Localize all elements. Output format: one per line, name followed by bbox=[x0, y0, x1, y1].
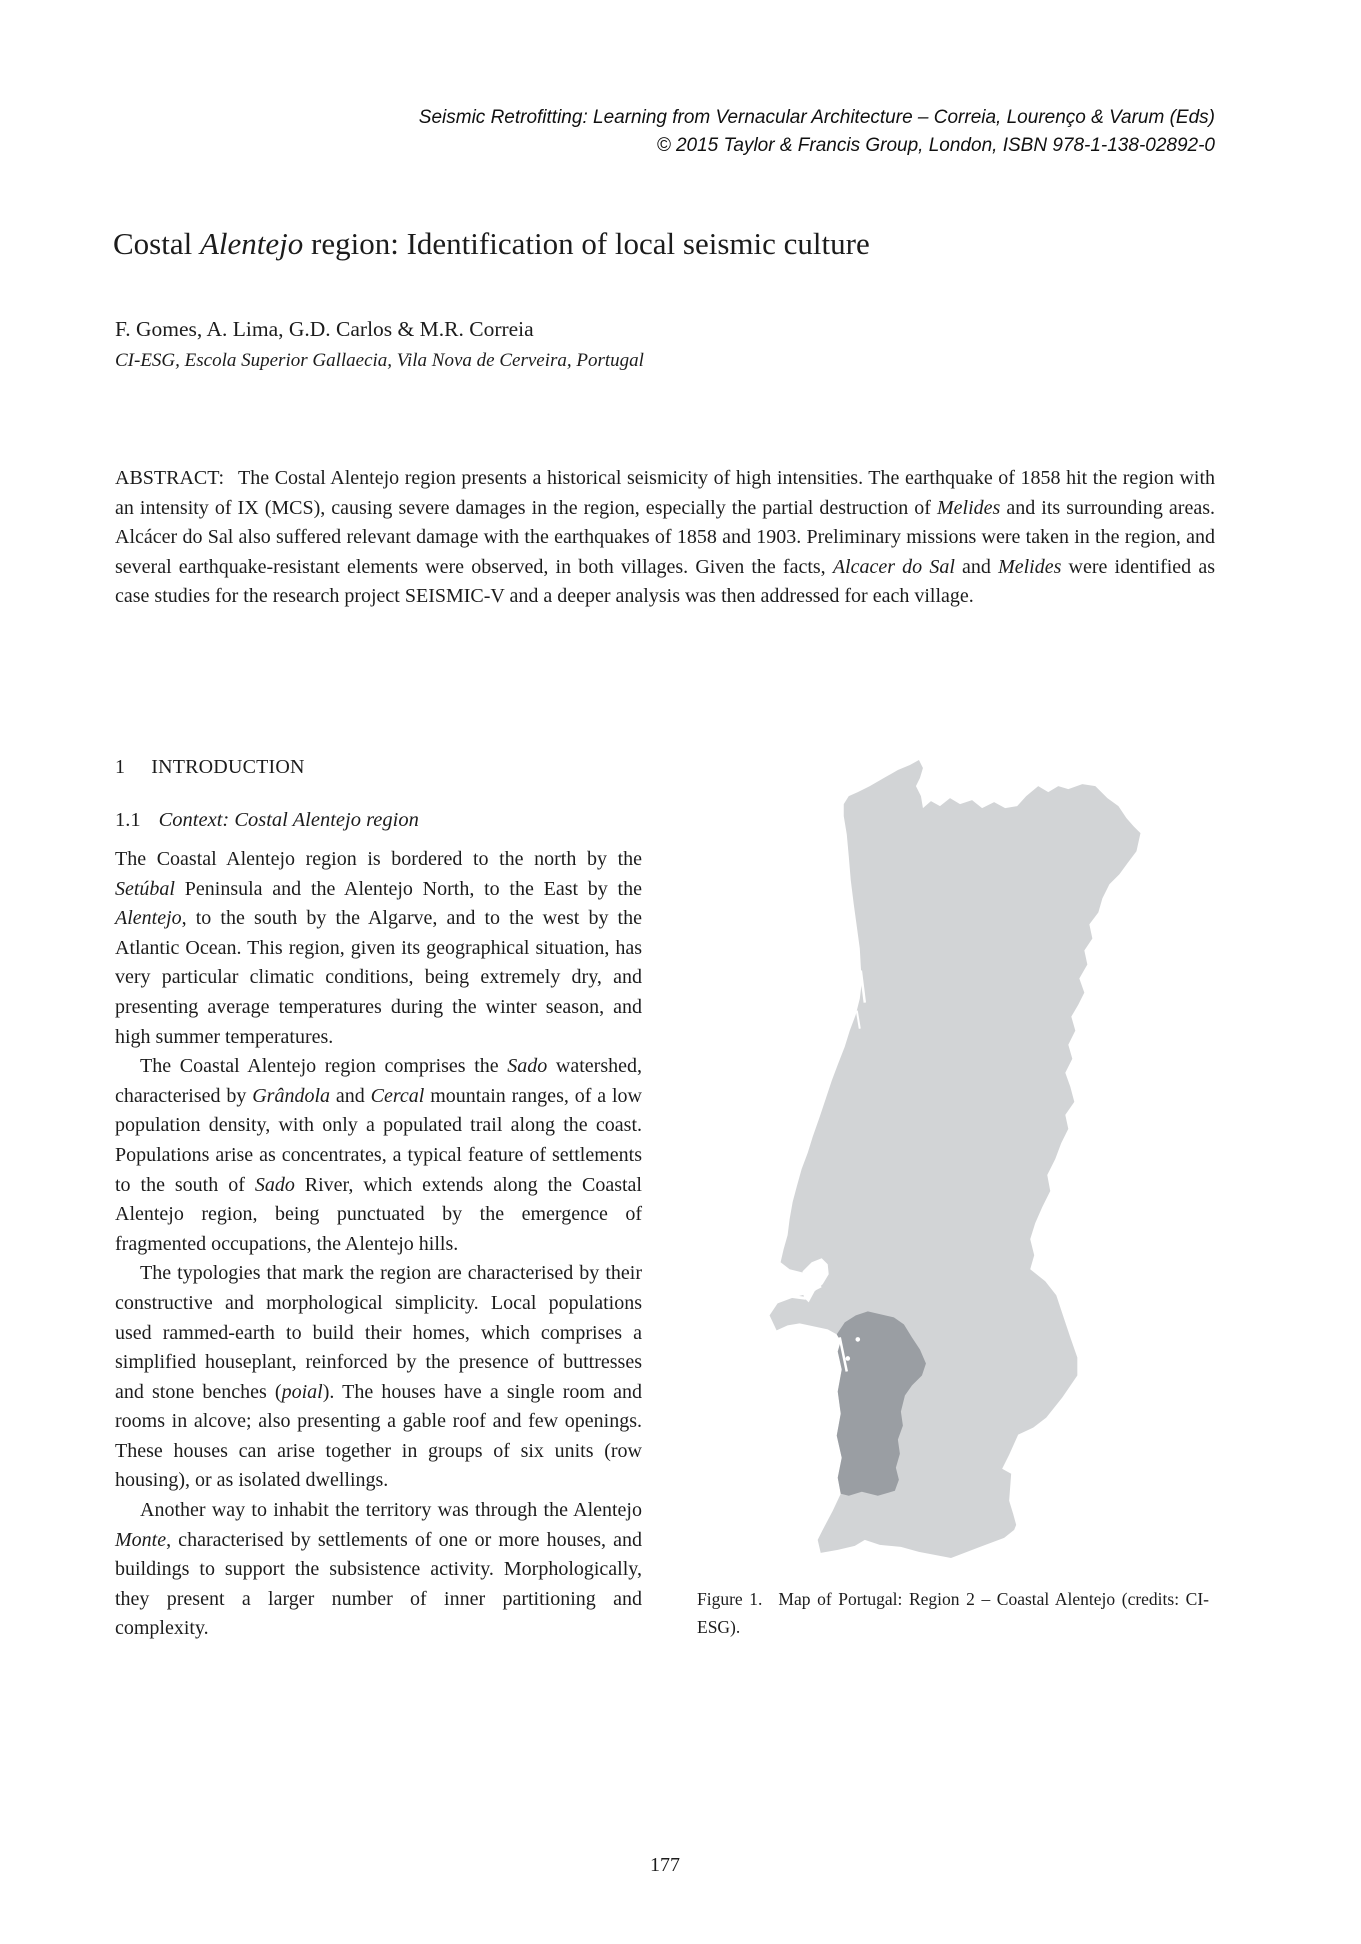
affiliation: CI-ESG, Escola Superior Gallaecia, Vila Nova de Cerveira, Portugal bbox=[115, 350, 644, 371]
figure-caption bbox=[697, 1586, 1209, 1641]
section-heading-introduction bbox=[115, 756, 642, 779]
tagus-channel-water bbox=[791, 1296, 806, 1298]
paragraph: The Coastal Alentejo region is bordered to the north by the Setúbal Peninsula and the Alentejo North, to the East by the Alentejo, to the south by the Algarve, and to the west by the Atlantic Ocean. This region, given its geographical situation, has very particular climatic conditions, being extremely dry, and presenting average temperatures during the winter season, and high summer temperatures. bbox=[115, 848, 642, 1048]
abstract bbox=[115, 464, 1215, 612]
abstract-text: The Costal Alentejo region presents a historical seismicity of high intensities. The earthquake of 1858 hit the region with an intensity of IX (MCS), causing severe damages in the region, especially the partial destruction of Melides and its surrounding areas. Alcácer do Sal also suffered relevant damage with the earthquakes of 1858 and 1903. Preliminary missions were taken in the region, and several earthquake-resistant elements were observed, in both villages. Given the facts, Alcacer do Sal and Melides were identified as case studies for the research project SEISMIC-V and a deeper analysis was then addressed for each village. bbox=[115, 467, 1215, 607]
section-number: 1 bbox=[115, 756, 126, 778]
portugal-mainland-shape bbox=[770, 760, 1141, 1558]
figure-caption-label: Figure 1. bbox=[697, 1589, 763, 1609]
running-head-line2: © 2015 Taylor & Francis Group, London, ISBN 978-1-138-02892-0 bbox=[656, 135, 1215, 156]
paper-title: Costal Alentejo region: Identification of local seismic culture bbox=[113, 226, 870, 261]
page-number: 177 bbox=[650, 1854, 680, 1876]
paragraph: The Coastal Alentejo region comprises the Sado watershed, characterised by Grândola and Cercal mountain ranges, of a low population density, with only a populated trail along the coast. Populations arise as concentrates, a typical feature of settlements to the south of Sado River, which extends along the Coastal Alentejo region, being punctuated by the emergence of fragmented occupations, the Alentejo hills. bbox=[115, 1055, 643, 1255]
town-marker-dot bbox=[855, 1337, 860, 1342]
paragraph: The typologies that mark the region are characterised by their constructive and morphological simplicity. Local populations used rammed-earth to build their homes, which comprises a simplified houseplant, reinforced by the presence of buttresses and stone benches (poial). The houses have a single room and rooms in alcove; also presenting a gable roof and few openings. These houses can arise together in groups of six units (row housing), or as isolated dwellings. bbox=[115, 1262, 642, 1492]
abstract-label: ABSTRACT: bbox=[115, 467, 225, 489]
figure-caption-text: Map of Portugal: Region 2 – Coastal Alentejo (credits: CI-ESG). bbox=[697, 1589, 1209, 1637]
paragraph: Another way to inhabit the territory was through the Alentejo Monte, characterised by settlements of one or more houses, and buildings to support the subsistence activity. Morphologically, they present a larger number of inner partitioning and complexity. bbox=[115, 1499, 642, 1640]
town-marker-dot-2 bbox=[845, 1356, 850, 1361]
authors: F. Gomes, A. Lima, G.D. Carlos & M.R. Correia bbox=[115, 317, 534, 341]
subsection-heading-context bbox=[115, 809, 642, 832]
running-head bbox=[115, 104, 1215, 160]
running-head-line1: Seismic Retrofitting: Learning from Vernacular Architecture – Correia, Lourenço & Varum (Eds) bbox=[418, 107, 1215, 128]
portugal-map-svg bbox=[748, 756, 1142, 1580]
section-title: INTRODUCTION bbox=[151, 756, 305, 778]
figure-map-of-portugal bbox=[748, 756, 1142, 1580]
left-column bbox=[115, 756, 642, 1644]
subsection-title: Context: Costal Alentejo region bbox=[158, 809, 419, 831]
subsection-number: 1.1 bbox=[115, 809, 141, 831]
